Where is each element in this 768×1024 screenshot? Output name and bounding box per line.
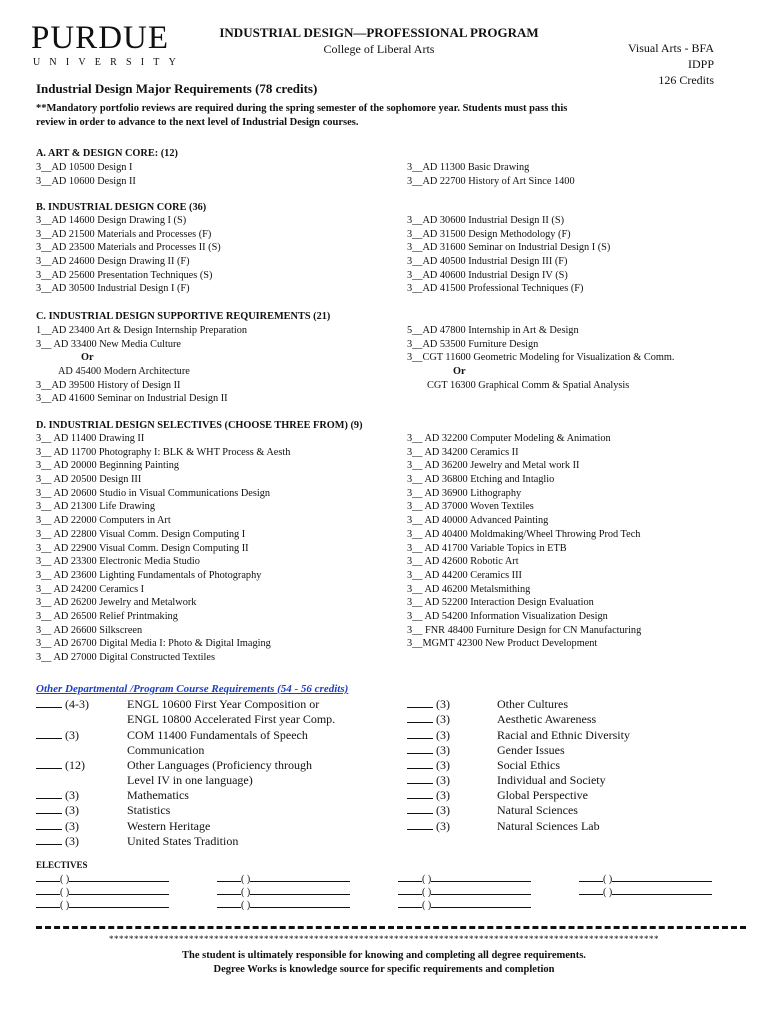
credit-blank[interactable] [36, 788, 62, 799]
req-credits: (4-3) [65, 697, 89, 711]
req-label: Social Ethics [497, 758, 560, 772]
req-row [407, 773, 450, 788]
major-requirements-title: Industrial Design Major Requirements (78 credits) [36, 81, 318, 96]
course-item: 3__ AD 26500 Relief Printmaking [36, 610, 178, 622]
course-item: 3__ AD 20000 Beginning Painting [36, 460, 180, 472]
course-item: 3__ FNR 48400 Furniture Design for CN Manufacturing [407, 624, 642, 636]
degree-name: Visual Arts - BFA [627, 41, 714, 55]
course-item: 3__ AD 44200 Ceramics III [407, 569, 522, 581]
electives-label: ELECTIVES [36, 860, 88, 870]
college-name: College of Liberal Arts [323, 42, 435, 56]
degree-credits: 126 Credits [658, 73, 714, 87]
req-credits: (3) [436, 728, 450, 742]
course-item: 3__ AD 33400 New Media Culture [36, 338, 181, 350]
req-credits: (3) [65, 803, 79, 817]
req-row [36, 803, 79, 818]
req-label [127, 758, 312, 788]
req-label-line: Other Languages (Proficiency through [127, 758, 312, 772]
course-item: 3__AD 14600 Design Drawing I (S) [36, 215, 187, 226]
req-credits: (3) [436, 773, 450, 787]
req-credits: (3) [436, 697, 450, 711]
notice-line-2: review in order to advance to the next level of Industrial Design courses. [36, 116, 359, 128]
program-title: INDUSTRIAL DESIGN—PROFESSIONAL PROGRAM [219, 25, 539, 40]
req-label: Aesthetic Awareness [497, 712, 597, 726]
req-row [407, 712, 450, 727]
req-credits: (3) [436, 712, 450, 726]
course-item: 3__AD 31500 Design Methodology (F) [407, 228, 571, 240]
purdue-logo-subtitle: UNIVERSITY [33, 57, 185, 68]
req-credits: (3) [65, 819, 79, 833]
course-item: 3__ AD 22000 Computers in Art [36, 515, 171, 527]
credit-blank[interactable] [36, 758, 62, 769]
course-item: 3__ AD 42600 Robotic Art [407, 556, 519, 568]
credit-blank[interactable] [407, 788, 433, 799]
elective-slot[interactable]: ( ) [217, 885, 350, 898]
footer-responsibility-note: The student is ultimately responsible for knowing and completing all degree requirements. [182, 950, 586, 961]
req-label: Gender Issues [497, 743, 565, 757]
req-row [36, 834, 79, 849]
credit-blank[interactable] [407, 803, 433, 814]
section-a-left [36, 161, 136, 188]
course-item: 3__AD 23500 Materials and Processes II (S) [36, 242, 221, 254]
section-c-left [36, 324, 247, 406]
req-credits: (3) [65, 728, 79, 742]
section-d-right [407, 432, 641, 651]
req-label-line: ENGL 10800 Accelerated First year Comp. [127, 712, 336, 727]
credit-blank[interactable] [407, 819, 433, 830]
course-item: 3__ AD 26600 Silkscreen [36, 624, 143, 636]
course-item: 3__ AD 41700 Variable Topics in ETB [407, 542, 567, 554]
elective-slot[interactable]: ( ) [398, 872, 531, 885]
credit-blank[interactable] [36, 819, 62, 830]
credit-blank[interactable] [36, 803, 62, 814]
footer-degree-works-note: Degree Works is knowledge source for specific requirements and completion [213, 964, 555, 975]
elective-slot[interactable]: ( ) [398, 898, 531, 911]
course-item: 3__AD 30500 Industrial Design I (F) [36, 283, 190, 295]
elective-slot[interactable]: ( ) [36, 885, 169, 898]
course-item: 3__ AD 34200 Ceramics II [407, 446, 519, 458]
elective-slot[interactable]: ( ) [217, 872, 350, 885]
course-item: 3__ AD 22900 Visual Comm. Design Computing II [36, 542, 249, 554]
req-label: Natural Sciences Lab [497, 819, 600, 833]
course-item: AD 45400 Modern Architecture [58, 366, 190, 378]
credit-blank[interactable] [36, 834, 62, 845]
degree-code: IDPP [687, 57, 714, 71]
elective-slot[interactable]: ( ) [579, 885, 712, 898]
course-item: 3__AD 40600 Industrial Design IV (S) [407, 269, 568, 281]
course-item: CGT 16300 Graphical Comm & Spatial Analysis [427, 379, 630, 391]
req-row [407, 819, 450, 834]
req-label: Statistics [127, 803, 171, 817]
course-item: 3__ AD 40400 Moldmaking/Wheel Throwing Prod Tech [407, 528, 641, 540]
course-item: 3__ AD 11400 Drawing II [36, 433, 145, 444]
section-c-title: C. INDUSTRIAL DESIGN SUPPORTIVE REQUIREMENTS (21) [36, 311, 331, 322]
section-b-left [36, 214, 221, 296]
course-item: 3__AD 10500 Design I [36, 162, 133, 173]
course-item: 3__AD 40500 Industrial Design III (F) [407, 256, 568, 268]
course-item: 3__ AD 36800 Etching and Intaglio [407, 474, 555, 486]
req-row [36, 728, 79, 743]
course-item: 3__AD 41500 Professional Techniques (F) [407, 283, 584, 295]
course-item: 3__ AD 11700 Photography I: BLK & WHT Process & Aesth [36, 446, 291, 458]
req-label [127, 728, 308, 758]
other-requirements-title: Other Departmental /Program Course Requirements (54 - 56 credits) [36, 683, 349, 695]
credit-blank[interactable] [407, 743, 433, 754]
course-item: 3__AD 10600 Design II [36, 175, 136, 187]
elective-slot[interactable]: ( ) [217, 898, 350, 911]
req-label: Natural Sciences [497, 803, 578, 817]
req-credits: (3) [436, 758, 450, 772]
section-a-title: A. ART & DESIGN CORE: (12) [36, 148, 178, 159]
elective-slot[interactable]: ( ) [36, 872, 169, 885]
credit-blank[interactable] [407, 758, 433, 769]
course-item: 3__AD 41600 Seminar on Industrial Design II [36, 393, 228, 405]
course-item: 3__AD 25600 Presentation Techniques (S) [36, 269, 213, 281]
req-label: Mathematics [127, 788, 189, 802]
section-b-title: B. INDUSTRIAL DESIGN CORE (36) [36, 202, 207, 213]
credit-blank[interactable] [407, 773, 433, 784]
elective-slot[interactable]: ( ) [36, 898, 169, 911]
req-row [36, 697, 89, 712]
req-label-line: Level IV in one language) [127, 773, 253, 788]
course-item: 5__AD 47800 Internship in Art & Design [407, 325, 579, 336]
req-row [36, 758, 85, 773]
req-credits: (3) [436, 803, 450, 817]
course-item: 3__ AD 20500 Design III [36, 474, 142, 486]
course-item: 3__AD 24600 Design Drawing II (F) [36, 256, 190, 268]
req-row [407, 758, 450, 773]
course-item: 3__ AD 26700 Digital Media I: Photo & Digital Imaging [36, 638, 271, 650]
req-credits: (3) [436, 743, 450, 757]
course-item: 3__AD 53500 Furniture Design [407, 338, 539, 350]
section-a-right [407, 161, 575, 188]
req-label: United States Tradition [127, 834, 239, 848]
req-label: Individual and Society [497, 773, 606, 787]
elective-slot[interactable]: ( ) [579, 872, 712, 885]
course-item: 3__MGMT 42300 New Product Development [407, 638, 598, 650]
req-row [407, 803, 450, 818]
req-row [407, 788, 450, 803]
notice-line-1: **Mandatory portfolio reviews are required during the spring semester of the sophomore year. Students must pass this [36, 103, 568, 114]
req-label: Global Perspective [497, 788, 588, 802]
req-label: Racial and Ethnic Diversity [497, 728, 630, 742]
course-item: 3__ AD 32200 Computer Modeling & Animation [407, 433, 611, 444]
course-item: 3__CGT 11600 Geometric Modeling for Visualization & Comm. [407, 352, 675, 364]
or-label: Or [81, 352, 94, 364]
section-b-right [407, 214, 610, 296]
section-d-title: D. INDUSTRIAL DESIGN SELECTIVES (CHOOSE THREE FROM) (9) [36, 420, 363, 431]
credit-blank[interactable] [407, 697, 433, 708]
course-item: 3__AD 21500 Materials and Processes (F) [36, 228, 212, 240]
course-item: 3__ AD 21300 Life Drawing [36, 501, 155, 513]
course-item: 3__ AD 46200 Metalsmithing [407, 583, 531, 595]
req-row [407, 743, 450, 758]
req-row [36, 788, 79, 803]
course-item: 3__ AD 36200 Jewelry and Metal work II [407, 460, 580, 472]
req-credits: (12) [65, 758, 85, 772]
req-row [407, 697, 450, 712]
course-item: 3__ AD 27000 Digital Constructed Textiles [36, 652, 215, 663]
course-item: 3__ AD 23300 Electronic Media Studio [36, 556, 200, 568]
credit-blank[interactable] [407, 728, 433, 739]
course-item: 3__ AD 52200 Interaction Design Evaluation [407, 597, 594, 609]
course-item: 3__ AD 36900 Lithography [407, 487, 522, 499]
course-item: 3__ AD 40000 Advanced Painting [407, 515, 549, 527]
course-item: 3__AD 30600 Industrial Design II (S) [407, 215, 565, 226]
course-item: 3__ AD 22800 Visual Comm. Design Computing I [36, 528, 246, 540]
purdue-logo: PURDUE [31, 20, 170, 56]
course-item: 3__ AD 54200 Information Visualization Design [407, 610, 608, 622]
section-d-left [36, 432, 290, 665]
req-label-line: ENGL 10600 First Year Composition or [127, 697, 320, 711]
credit-blank[interactable] [407, 712, 433, 723]
course-item: 3__ AD 20600 Studio in Visual Communications Design [36, 487, 271, 499]
course-item: 3__AD 22700 History of Art Since 1400 [407, 175, 575, 187]
degree-info [628, 40, 714, 88]
req-credits: (3) [436, 819, 450, 833]
req-label: Western Heritage [127, 819, 211, 833]
req-label [127, 697, 335, 727]
course-item: 3__ AD 24200 Ceramics I [36, 583, 145, 595]
credit-blank[interactable] [36, 728, 62, 739]
portfolio-review-notice [36, 102, 676, 129]
course-item: 3__AD 11300 Basic Drawing [407, 162, 530, 173]
req-credits: (3) [65, 788, 79, 802]
req-credits: (3) [436, 788, 450, 802]
star-divider: ************************************************************************************************************** [109, 934, 659, 944]
dashed-divider [36, 926, 746, 929]
course-item: 1__AD 23400 Art & Design Internship Preparation [36, 325, 248, 336]
course-item: 3__AD 31600 Seminar on Industrial Design I (S) [407, 242, 611, 254]
course-item: 3__AD 39500 History of Design II [36, 379, 181, 391]
course-item: 3__ AD 23600 Lighting Fundamentals of Photography [36, 569, 262, 581]
req-credits: (3) [65, 834, 79, 848]
req-row [36, 819, 79, 834]
elective-slot[interactable]: ( ) [398, 885, 531, 898]
credit-blank[interactable] [36, 697, 62, 708]
course-item: 3__ AD 37000 Woven Textiles [407, 501, 534, 513]
req-label: Other Cultures [497, 697, 568, 711]
course-item: 3__ AD 26200 Jewelry and Metalwork [36, 597, 197, 609]
req-row [407, 728, 450, 743]
req-label-line: Communication [127, 743, 205, 758]
req-label-line: COM 11400 Fundamentals of Speech [127, 728, 308, 742]
section-c-right [407, 324, 674, 392]
or-label: Or [453, 366, 466, 378]
